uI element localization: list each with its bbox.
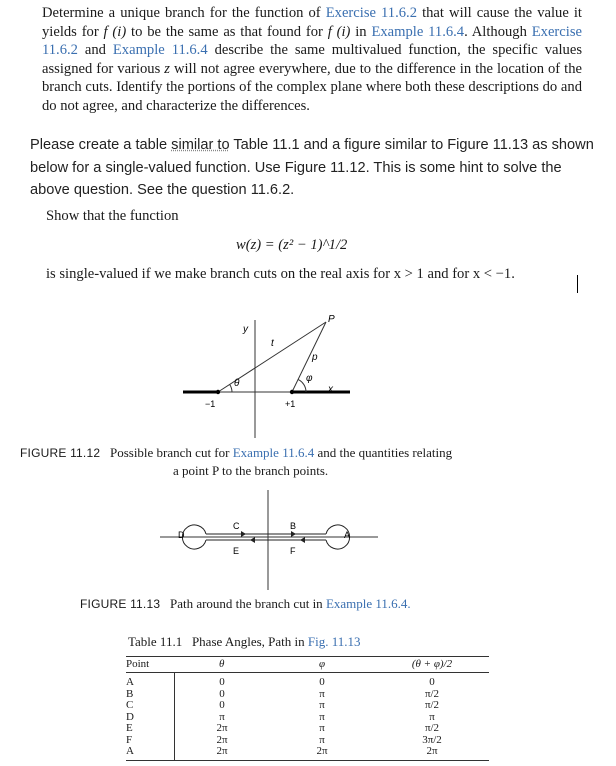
table-row [126, 723, 489, 735]
cell-point: A [126, 745, 134, 757]
cell-phi: π [319, 733, 325, 746]
cell-theta: 2π [175, 723, 270, 735]
caption-label: FIGURE 11.12 [20, 446, 101, 460]
caption-link[interactable]: Example 11.6.4 [232, 445, 315, 460]
label-p: p [312, 352, 318, 363]
label-P: P [328, 314, 335, 325]
table-row [126, 673, 489, 689]
branch-point-minus1 [216, 390, 220, 394]
cell-phi: 2π [316, 745, 328, 757]
request-text-underlined: similar to [171, 137, 230, 153]
exercise-math: z [164, 60, 170, 77]
arrow-lower-left [250, 537, 255, 543]
arrow-upper-right [291, 531, 296, 537]
label-D: D [178, 530, 185, 540]
table-caption-link[interactable]: Fig. 11.13 [307, 634, 361, 649]
cell-phi: π [319, 722, 325, 734]
exercise-text: describe the same multivalued function, the specific values assigned for various [42, 42, 582, 77]
branch-point-plus1 [290, 390, 294, 394]
exercise-link[interactable]: Exercise 11.6.2 [325, 5, 417, 21]
table-row [126, 746, 489, 760]
exercise-math: f (i) [103, 23, 127, 40]
example-link[interactable]: Example 11.6.4 [112, 42, 208, 59]
exercise-math: f (i) [327, 23, 351, 40]
cell-point: E [126, 722, 133, 734]
cell-half-sum: 2π [426, 745, 438, 757]
cell-theta: π [175, 712, 270, 724]
phase-angle-table [126, 656, 489, 761]
label-C: C [233, 521, 240, 531]
label-B: B [290, 521, 297, 531]
caption-link[interactable]: Example 11.6.4. [325, 596, 411, 611]
exercise-text: that will cause the value it yields for [42, 5, 582, 40]
label-A: A [344, 530, 351, 540]
table-header-row [126, 657, 489, 673]
label-theta: θ [234, 378, 240, 389]
label-plus1: +1 [285, 399, 296, 409]
label-y: y [243, 324, 248, 335]
label-F: F [290, 546, 296, 556]
cell-point: A [126, 676, 134, 688]
cell-theta: 2π [175, 746, 270, 760]
figure-11-12-caption [20, 444, 580, 479]
request-text: Please create a table [30, 137, 172, 153]
exercise-text: in [350, 23, 372, 40]
label-t: t [271, 338, 274, 349]
phi-arc [298, 379, 306, 392]
cell-half-sum: 3π/2 [422, 733, 442, 746]
exercise-link[interactable]: Exercise 11.6.2 [42, 23, 582, 59]
exercise-text: to be the same as that found for [126, 23, 328, 40]
cell-half-sum: π/2 [424, 687, 440, 700]
cell-point: D [126, 710, 134, 723]
exercise-text: Determine a unique branch for the function of [42, 5, 326, 21]
table-caption-label: Table 11.1 [128, 634, 183, 649]
figure-11-13-caption [80, 595, 411, 613]
theta-arc [230, 385, 232, 393]
caption-text: and the quantities relating [314, 445, 453, 460]
cell-theta: 0 [175, 689, 270, 701]
header-theta: θ [219, 658, 225, 670]
cell-phi: π [319, 687, 325, 700]
arrow-lower-right [300, 537, 305, 543]
caption-text: a point P to the branch points. [173, 463, 329, 478]
cell-point: F [126, 733, 133, 746]
caption-text: Possible branch cut for [109, 445, 233, 460]
cell-phi: 0 [319, 676, 325, 688]
exercise-text: and [77, 42, 113, 59]
cell-half-sum: 0 [429, 676, 435, 688]
label-phi: φ [306, 373, 313, 384]
cell-theta: 2π [175, 735, 270, 747]
cell-phi: π [319, 710, 325, 723]
arrow-upper-left [241, 531, 246, 537]
header-phi: φ [318, 658, 326, 670]
problem-line-2: is single-valued if we make branch cuts on the real axis for x > 1 and for x < −1. [46, 266, 515, 282]
header-point: Point [126, 658, 150, 670]
example-link[interactable]: Example 11.6.4 [371, 23, 465, 40]
table-caption-text: Phase Angles, Path in [191, 634, 308, 649]
label-E: E [233, 546, 240, 556]
cell-phi: π [319, 699, 325, 711]
figure-11-13 [0, 490, 616, 600]
label-minus1: −1 [205, 399, 216, 409]
cell-half-sum: π/2 [424, 722, 440, 734]
exercise-text: will not agree everywhere, due to the difference in the location of the branch cuts. Identify the portions of the complex plane where both these descriptions do and do not agree, and characterize the differences. [42, 60, 582, 114]
problem-equation: w(z) = (z² − 1)^1/2 [236, 237, 348, 253]
cell-theta: 0 [175, 700, 270, 712]
exercise-text: . Although [464, 23, 532, 40]
label-x: x [328, 384, 333, 395]
table-caption [128, 634, 360, 650]
cell-point: C [126, 699, 134, 711]
cell-half-sum: π [429, 710, 435, 723]
cell-point: B [126, 687, 134, 700]
request-text: Table 11.1 and a figure similar to Figure 11.13 as shown below for a single-valued function. Use Figure 11.12. This is some hint to solve the above question. See the question 11.6.2. [30, 137, 594, 198]
cell-half-sum: π/2 [424, 699, 440, 711]
cell-theta: 0 [175, 673, 270, 689]
problem-line-1: Show that the function [46, 208, 179, 224]
caption-text: Path around the branch cut in [169, 596, 326, 611]
header-half-sum: (θ + φ)/2 [411, 658, 453, 670]
table-row [126, 700, 489, 712]
caption-label: FIGURE 11.13 [80, 597, 161, 611]
